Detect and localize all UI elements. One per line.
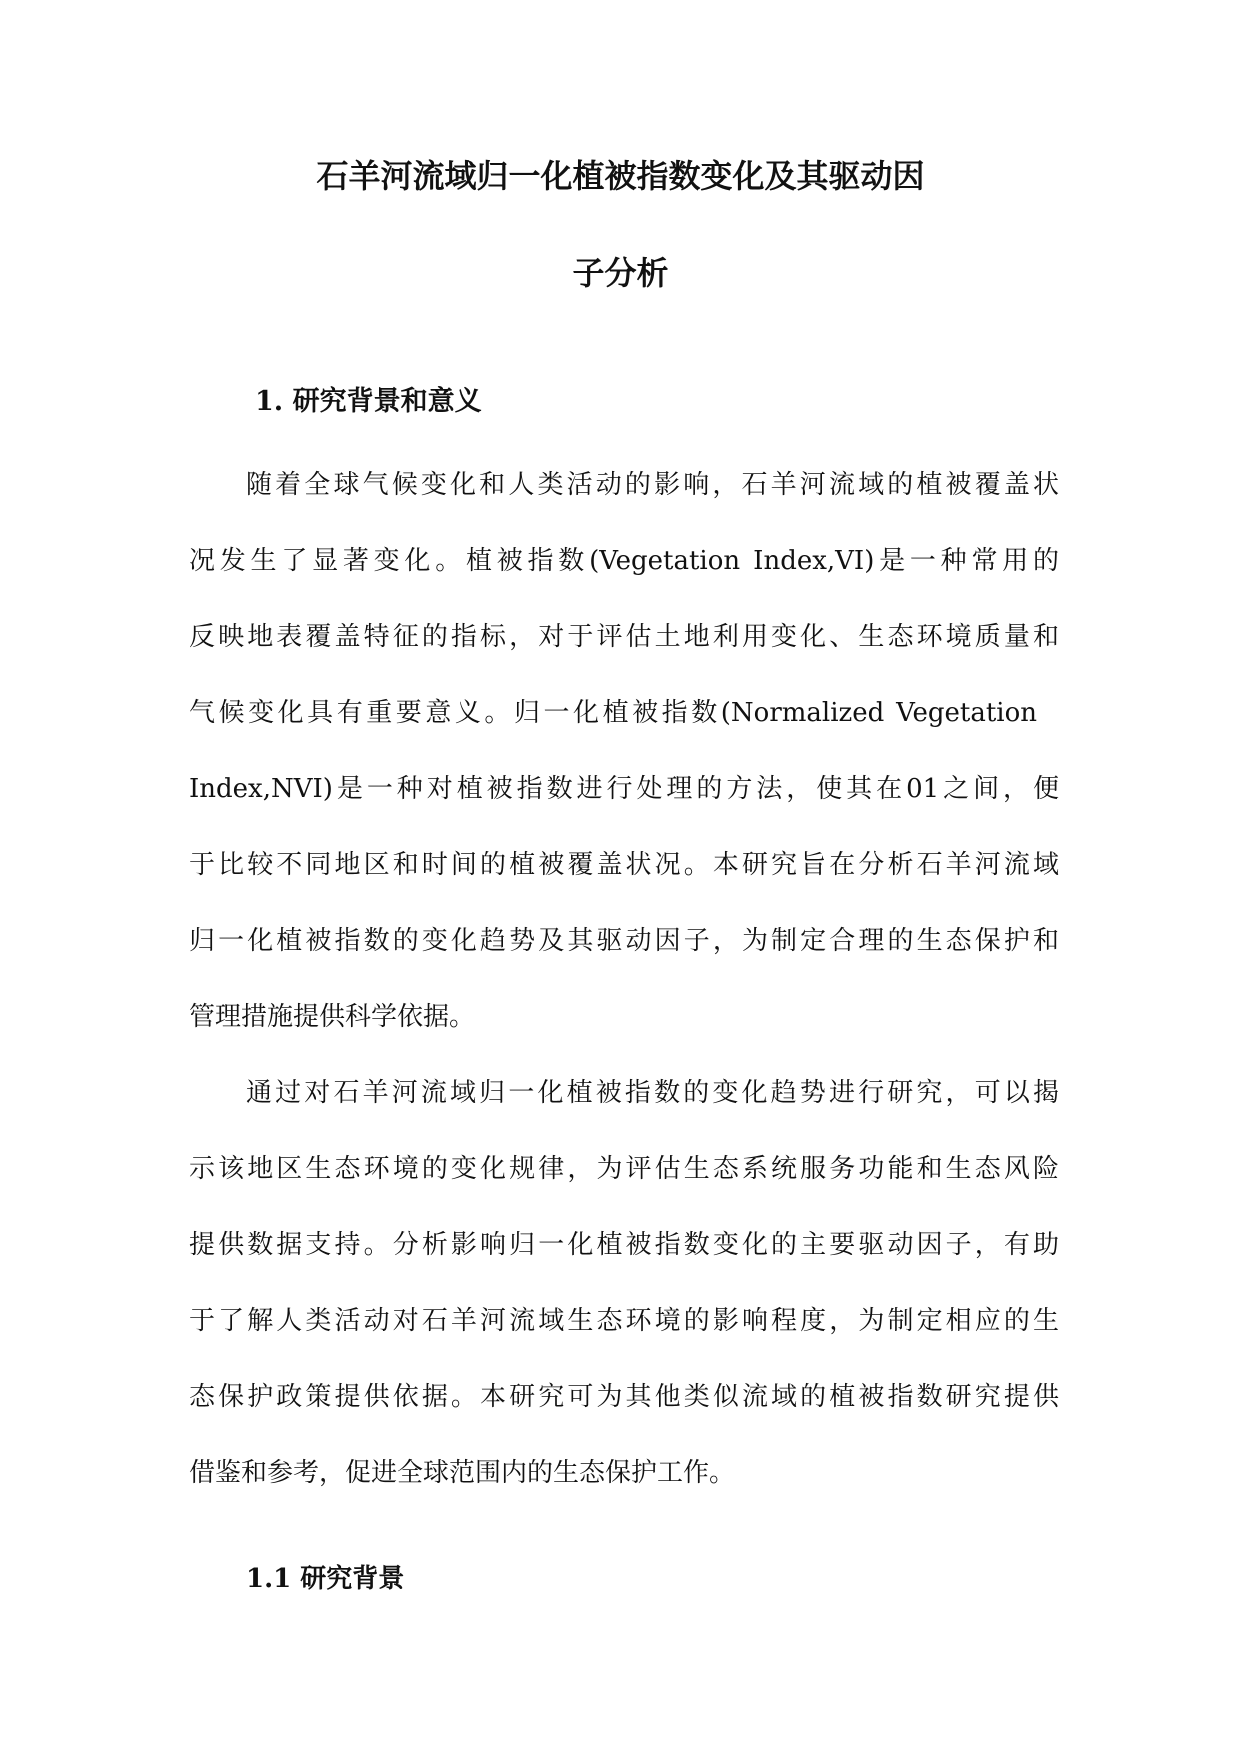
paragraph-2-line-6: 借鉴和参考，促进全球范围内的生态保护工作。 (189, 1458, 736, 1488)
section-heading-1: 1. 研究背景和意义 (255, 386, 482, 417)
paragraph-1-line-5: Index,NVI)是一种对植被指数进行处理的方法，使其在01之间，便 (189, 774, 1059, 804)
paragraph-1-line-4: 气候变化具有重要意义。归一化植被指数(Normalized Vegetation (189, 698, 1037, 728)
paragraph-2-line-1: 通过对石羊河流域归一化植被指数的变化趋势进行研究，可以揭 (246, 1078, 1059, 1108)
section-heading-1-1: 1.1 研究背景 (246, 1564, 405, 1594)
paragraph-2-line-3: 提供数据支持。分析影响归一化植被指数变化的主要驱动因子，有助 (189, 1230, 1059, 1260)
paragraph-1-line-3: 反映地表覆盖特征的指标，对于评估土地利用变化、生态环境质量和 (189, 622, 1059, 652)
paragraph-2-line-5: 态保护政策提供依据。本研究可为其他类似流域的植被指数研究提供 (189, 1382, 1059, 1412)
document-title-line-2: 子分析 (572, 254, 669, 292)
paragraph-1-line-2: 况发生了显著变化。植被指数(Vegetation Index,VI)是一种常用的 (189, 546, 1059, 576)
paragraph-1-line-1: 随着全球气候变化和人类活动的影响，石羊河流域的植被覆盖状 (246, 470, 1059, 500)
paragraph-2-line-2: 示该地区生态环境的变化规律，为评估生态系统服务功能和生态风险 (189, 1154, 1059, 1184)
document-title-line-1: 石羊河流域归一化植被指数变化及其驱动因 (316, 157, 925, 195)
paragraph-1-line-7: 归一化植被指数的变化趋势及其驱动因子，为制定合理的生态保护和 (189, 926, 1059, 956)
paragraph-1-line-6: 于比较不同地区和时间的植被覆盖状况。本研究旨在分析石羊河流域 (189, 850, 1059, 880)
paragraph-2-line-4: 于了解人类活动对石羊河流域生态环境的影响程度，为制定相应的生 (189, 1306, 1059, 1336)
paragraph-1-line-8: 管理措施提供科学依据。 (189, 1002, 476, 1032)
